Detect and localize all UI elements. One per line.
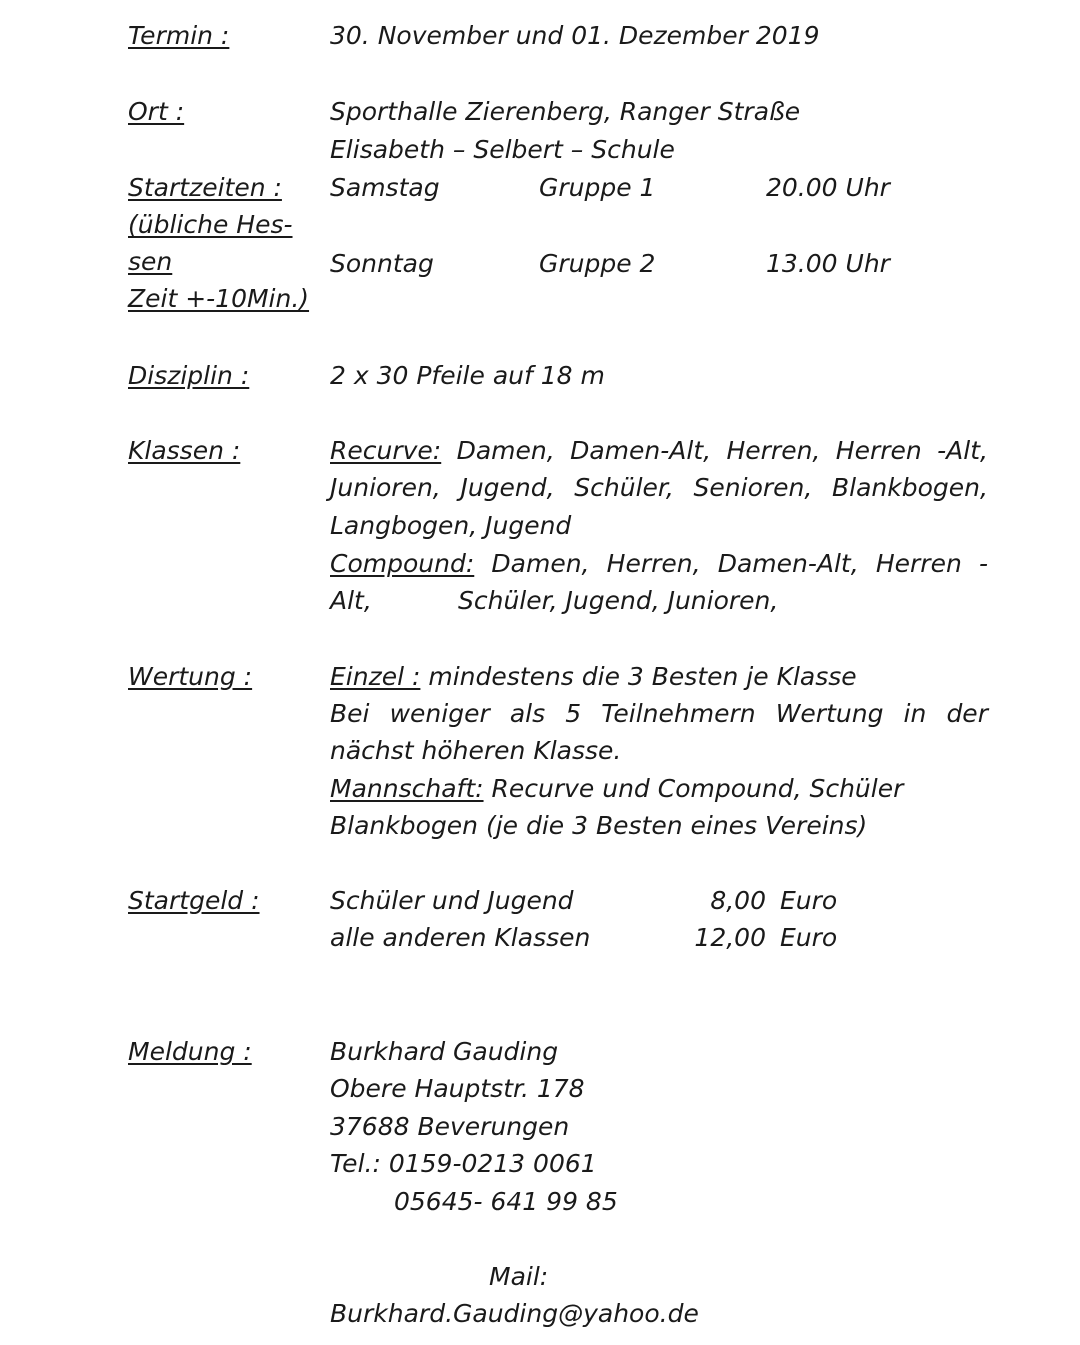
startzeit-group: Gruppe 2	[539, 249, 656, 278]
class-word: Damen-Alt,	[717, 549, 859, 578]
startgeld-currency: Euro	[780, 923, 838, 952]
einzel-heading: Einzel :	[330, 662, 421, 691]
wertung-line2	[330, 698, 988, 730]
ort-school: Elisabeth – Selbert – Schule	[330, 135, 675, 164]
class-word: Senioren,	[693, 473, 813, 502]
compound-line1	[330, 548, 988, 580]
class-word: Herren	[835, 436, 922, 465]
class-word: Blankbogen,	[832, 473, 988, 502]
class-word: Schüler,	[574, 473, 674, 502]
contact-name: Burkhard Gauding	[330, 1037, 559, 1066]
startzeit-time: 13.00 Uhr	[766, 249, 890, 278]
startzeiten-note-line2: sen	[128, 247, 173, 276]
recurve-line3: Langbogen, Jugend	[330, 511, 572, 540]
startzeiten-note-line3: Zeit +-10Min.)	[128, 284, 310, 313]
wertung-word: als	[509, 699, 546, 728]
einzel-text: mindestens die 3 Besten je Klasse	[428, 662, 857, 691]
startzeiten-note-line1: (übliche Hes-	[128, 210, 293, 239]
startgeld-category: Schüler und Jugend	[330, 886, 574, 915]
ort-label: Ort :	[128, 97, 185, 126]
startzeit-group: Gruppe 1	[539, 173, 656, 202]
startgeld-category: alle anderen Klassen	[330, 923, 591, 952]
wertung-label: Wertung :	[128, 662, 253, 691]
compound-heading: Compound:	[330, 549, 475, 578]
wertung-word: Wertung	[775, 699, 884, 728]
startzeit-day: Sonntag	[330, 249, 434, 278]
wertung-einzel	[330, 661, 857, 693]
mannschaft-text: Recurve und Compound, Schüler	[491, 774, 904, 803]
klassen-label: Klassen :	[128, 436, 241, 465]
class-word: Damen-Alt,	[570, 436, 712, 465]
mannschaft-heading: Mannschaft:	[330, 774, 484, 803]
startgeld-amount: 8,00	[710, 886, 766, 915]
disziplin-label: Disziplin :	[128, 361, 250, 390]
wertung-word: 5	[565, 699, 582, 728]
contact-city: 37688 Beverungen	[330, 1112, 570, 1141]
class-word: -Alt,	[937, 436, 988, 465]
startgeld-label: Startgeld :	[128, 886, 260, 915]
class-word: Damen,	[456, 436, 555, 465]
startgeld-currency: Euro	[780, 886, 838, 915]
startzeit-time: 20.00 Uhr	[766, 173, 890, 202]
startzeiten-label: Startzeiten :	[128, 173, 282, 202]
startgeld-amount: 12,00	[694, 923, 766, 952]
contact-email: Burkhard.Gauding@yahoo.de	[330, 1299, 699, 1328]
class-word: Herren	[875, 549, 962, 578]
compound-line2-start: Alt,	[330, 586, 372, 615]
contact-phone: Tel.: 0159-0213 0061	[330, 1149, 597, 1178]
wertung-word: Bei	[330, 699, 370, 728]
class-word: Herren,	[726, 436, 821, 465]
wertung-word: weniger	[389, 699, 490, 728]
compound-line2-rest: Schüler, Jugend, Junioren,	[458, 586, 779, 615]
wertung-mannschaft	[330, 773, 903, 805]
termin-label: Termin :	[128, 21, 230, 50]
wertung-line3: nächst höheren Klasse.	[330, 736, 622, 765]
class-word: Jugend,	[460, 473, 555, 502]
wertung-word: in	[903, 699, 927, 728]
contact-phone-2: 05645- 641 99 85	[394, 1187, 618, 1216]
recurve-line2	[330, 472, 988, 504]
wertung-line5: Blankbogen (je die 3 Besten eines Vereins)	[330, 811, 868, 840]
recurve-line1	[330, 435, 988, 467]
contact-street: Obere Hauptstr. 178	[330, 1074, 585, 1103]
class-word: Herren,	[606, 549, 701, 578]
class-word: Junioren,	[330, 473, 441, 502]
mail-label: Mail:	[489, 1262, 549, 1291]
recurve-heading: Recurve:	[330, 436, 442, 465]
class-word: Damen,	[491, 549, 590, 578]
startzeit-day: Samstag	[330, 173, 440, 202]
wertung-word: der	[946, 699, 988, 728]
wertung-word: Teilnehmern	[601, 699, 756, 728]
meldung-label: Meldung :	[128, 1037, 252, 1066]
ort-address: Sporthalle Zierenberg, Ranger Straße	[330, 97, 801, 126]
disziplin-value: 2 x 30 Pfeile auf 18 m	[330, 361, 605, 390]
termin-value: 30. November und 01. Dezember 2019	[330, 21, 820, 50]
class-word: -	[978, 549, 988, 578]
